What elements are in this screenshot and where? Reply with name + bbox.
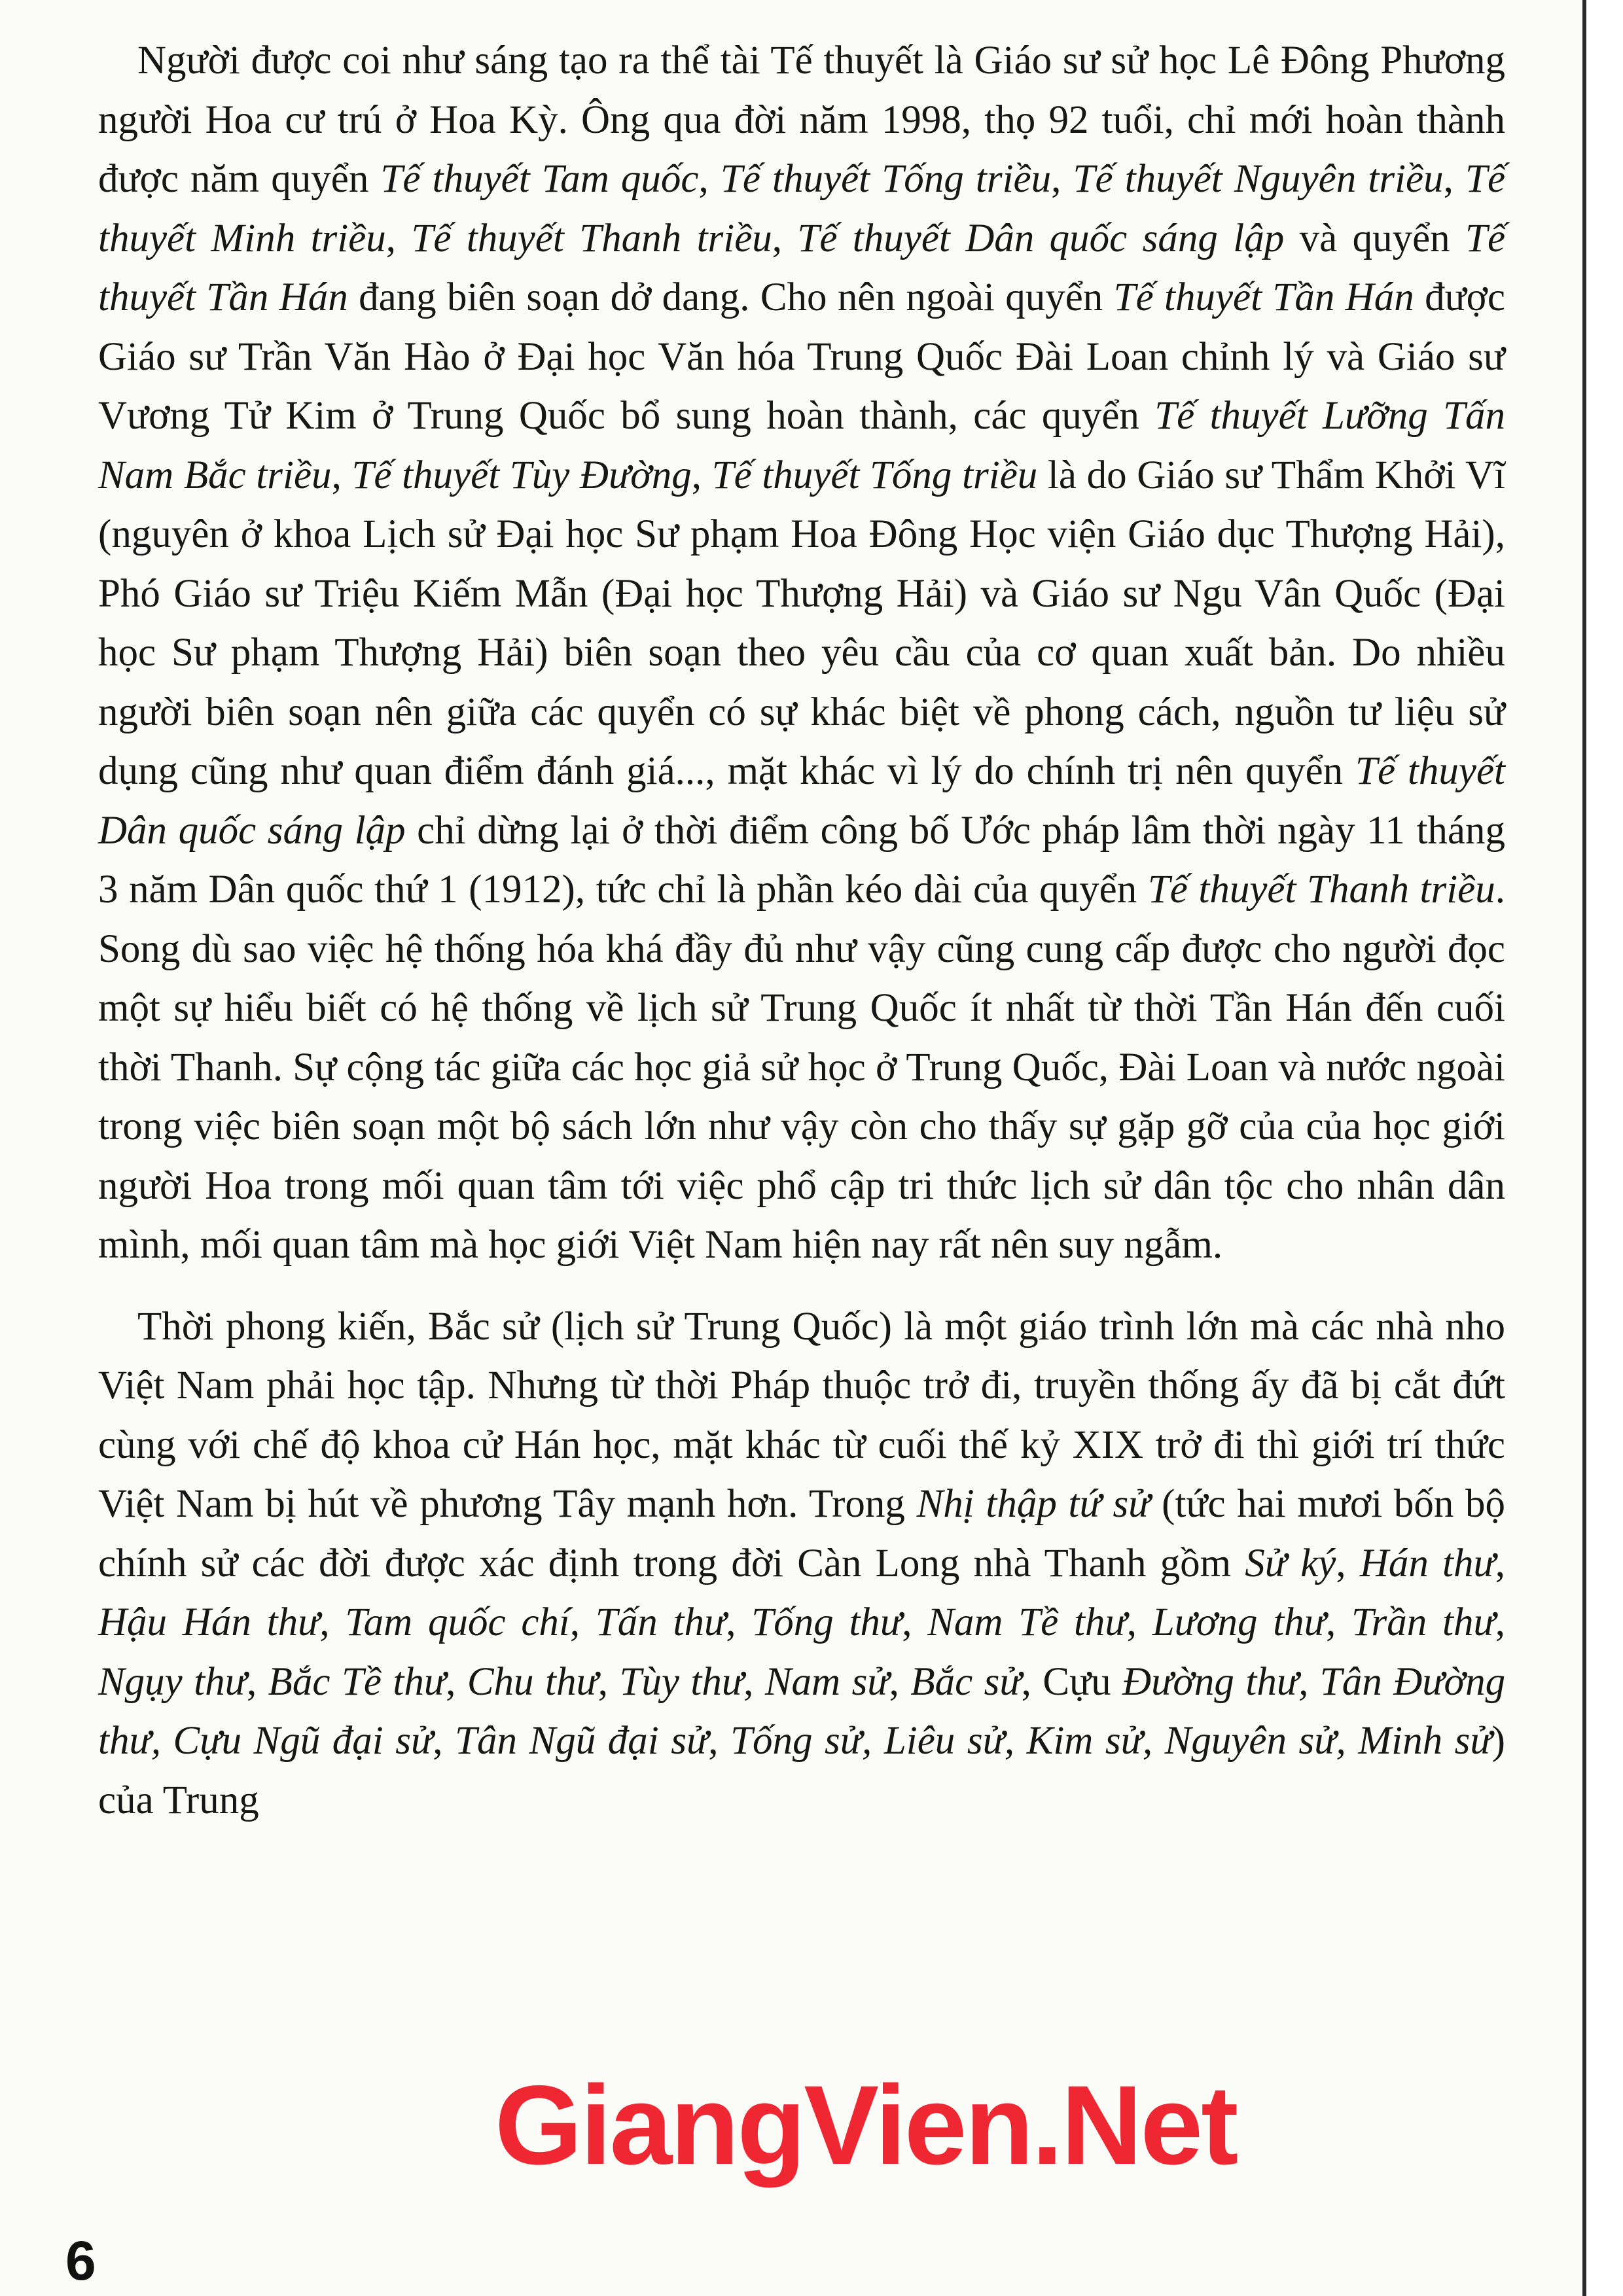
book-title: Tấn thư: [595, 1600, 726, 1644]
book-title: Tế thuyết Tống triều: [720, 157, 1052, 201]
text-run: ,: [319, 1600, 346, 1644]
text-run: ,: [433, 1719, 455, 1763]
text-run: ,: [1443, 157, 1466, 201]
book-title: Tam quốc chí: [345, 1600, 570, 1644]
text-run: ) của Trung: [98, 1719, 1505, 1822]
text-run: được Giáo sư Trần Văn Hào ở Đại học Văn hóa Trung Quốc Đài Loan chỉnh lý và Giáo sư Vương Tử Kim ở Trung Quốc bổ sung hoàn thành, các quyển: [98, 275, 1505, 438]
text-run: chỉ dừng lại ở thời điểm công bố Ước pháp lâm thời ngày 11 tháng 3 năm Dân quốc thứ 1 (1912), tức chỉ là phần kéo dài của quyển: [98, 808, 1505, 911]
paragraph-2: [98, 1298, 1505, 1831]
book-title: Tế thuyết Lưỡng Tấn Nam Bắc triều: [98, 394, 1505, 497]
text-run: ,: [331, 453, 352, 497]
text-run: ,: [569, 1600, 596, 1644]
page-margin: [1586, 0, 1623, 2296]
book-title: Tế thuyết Tống triều: [711, 453, 1038, 497]
text-run: ,: [708, 1719, 731, 1763]
text-run: ,: [1325, 1600, 1351, 1644]
text-run: ,: [1051, 157, 1073, 201]
text-run: ,: [446, 1659, 467, 1704]
text-run: ,: [246, 1659, 268, 1704]
book-title: Tế thuyết Tần Hán: [98, 216, 1506, 319]
book-title: Tân Ngũ đại sử: [455, 1719, 709, 1763]
book-title: Bắc Tề thư: [268, 1659, 446, 1704]
book-title: Hậu Hán thư: [98, 1600, 320, 1644]
book-title: Tống sử, Liêu sử, Kim sử, Nguyên sử, Minh sử: [730, 1719, 1492, 1763]
text-run: ,: [1126, 1600, 1152, 1644]
text-run: ,: [1495, 1541, 1505, 1585]
text-run: ,: [772, 216, 798, 260]
text-run: . Song dù sao việc hệ thống hóa khá đầy đủ như vậy cũng cung cấp được cho người đọc một sự hiểu biết có hệ thống về lịch sử Trung Quốc ít nhất từ thời Tần Hán đến cuối thời Thanh. Sự cộng tác giữa các học giả sử học ở Trung Quốc, Đài Loan và nước ngoài trong việc biên soạn một bộ sách lớn như vậy còn cho thấy sự gặp gỡ của của học giới người Hoa trong mối quan tâm tới việc phổ cập tri thức lịch sử dân tộc cho nhân dân mình, mối quan tâm mà học giới Việt Nam hiện nay rất nên suy ngẫm.: [98, 868, 1505, 1267]
text-run: ,: [1495, 1600, 1505, 1644]
book-title: Sử ký: [1245, 1541, 1336, 1585]
book-title: Nam sử: [764, 1659, 889, 1704]
book-title: Chu thư: [467, 1659, 598, 1704]
text-run: ,: [889, 1659, 911, 1704]
text-run: ,: [726, 1600, 752, 1644]
watermark-logo: GiangVien.Net: [495, 2062, 1237, 2188]
book-title: Tế thuyết Minh triều: [98, 157, 1506, 260]
book-title: Bắc sử: [910, 1659, 1022, 1704]
text-run: là do Giáo sư Thẩm Khởi Vĩ (nguyên ở khoa Lịch sử Đại học Sư phạm Hoa Đông Học viện Giáo dục Thượng Hải), Phó Giáo sư Triệu Kiếm Mẫn (Đại học Thượng Hải) và Giáo sư Ngu Vân Quốc (Đại học Sư phạm Thượng Hải) biên soạn theo yêu cầu của cơ quan xuất bản. Do nhiều người biên soạn nên giữa các quyển có sự khác biệt về phong cách, nguồn tư liệu sử dụng cũng như quan điểm đánh giá..., mặt khác vì lý do chính trị nên quyển: [98, 453, 1505, 793]
text-run: (tức hai mươi bốn bộ chính sử các đời được xác định trong đời Càn Long nhà Thanh gồm: [98, 1482, 1505, 1585]
book-title: Ngụy thư: [98, 1659, 247, 1704]
book-title: Trần thư: [1351, 1600, 1495, 1644]
body-text: [98, 31, 1505, 1830]
book-title: Tế thuyết Thanh triều: [1147, 868, 1495, 911]
text-run: Người được coi như sáng tạo ra thể tài Tế thuyết là Giáo sư sử học Lê Đông Phương người Hoa cư trú ở Hoa Kỳ. Ông qua đời năm 1998, thọ 92 tuổi, chỉ mới hoàn thành được năm quyển: [98, 39, 1505, 201]
book-title: Tế thuyết Dân quốc sáng lập: [797, 216, 1285, 260]
text-run: , Cựu: [1021, 1659, 1123, 1704]
book-title: Lương thư: [1152, 1600, 1326, 1644]
book-title: Tế thuyết Tam quốc: [380, 157, 699, 201]
book-title: Tế thuyết Tần Hán: [1113, 275, 1414, 319]
text-run: Thời phong kiến, Bắc sử (lịch sử Trung Quốc) là một giáo trình lớn mà các nhà nho Việt Nam phải học tập. Nhưng từ thời Pháp thuộc trở đi, truyền thống ấy đã bị cắt đứt cùng với chế độ khoa cử Hán học, mặt khác từ cuối thế kỷ XIX trở đi thì giới trí thức Việt Nam bị hút về phương Tây mạnh hơn. Trong: [98, 1304, 1505, 1526]
book-title: Hán thư: [1359, 1541, 1495, 1585]
book-title: Đường thư, Tân Đường thư, Cựu Ngũ đại sử: [98, 1659, 1506, 1763]
text-run: ,: [902, 1600, 928, 1644]
text-run: và quyển: [1284, 216, 1466, 260]
page-number: 6: [65, 2230, 96, 2291]
book-title: Tống thư: [751, 1600, 902, 1644]
book-title: Nam Tề thư: [927, 1600, 1127, 1644]
book-title: Tế thuyết Dân quốc sáng lập: [98, 749, 1505, 853]
text-run: ,: [698, 157, 721, 201]
text-run: ,: [743, 1659, 765, 1704]
text-run: ,: [691, 453, 712, 497]
text-run: đang biên soạn dở dang. Cho nên ngoài quyển: [348, 275, 1114, 319]
book-title: Tế thuyết Tùy Đường: [351, 453, 692, 497]
book-title: Tế thuyết Nguyên triều: [1073, 157, 1444, 201]
paragraph-1: [98, 31, 1505, 1275]
text-run: ,: [385, 216, 412, 260]
book-title: Tùy thư: [619, 1659, 744, 1704]
book-title: Tế thuyết Thanh triều: [411, 216, 772, 260]
text-run: ,: [597, 1659, 620, 1704]
book-title: Nhị thập tứ sử: [916, 1482, 1150, 1526]
text-run: ,: [1336, 1541, 1360, 1585]
